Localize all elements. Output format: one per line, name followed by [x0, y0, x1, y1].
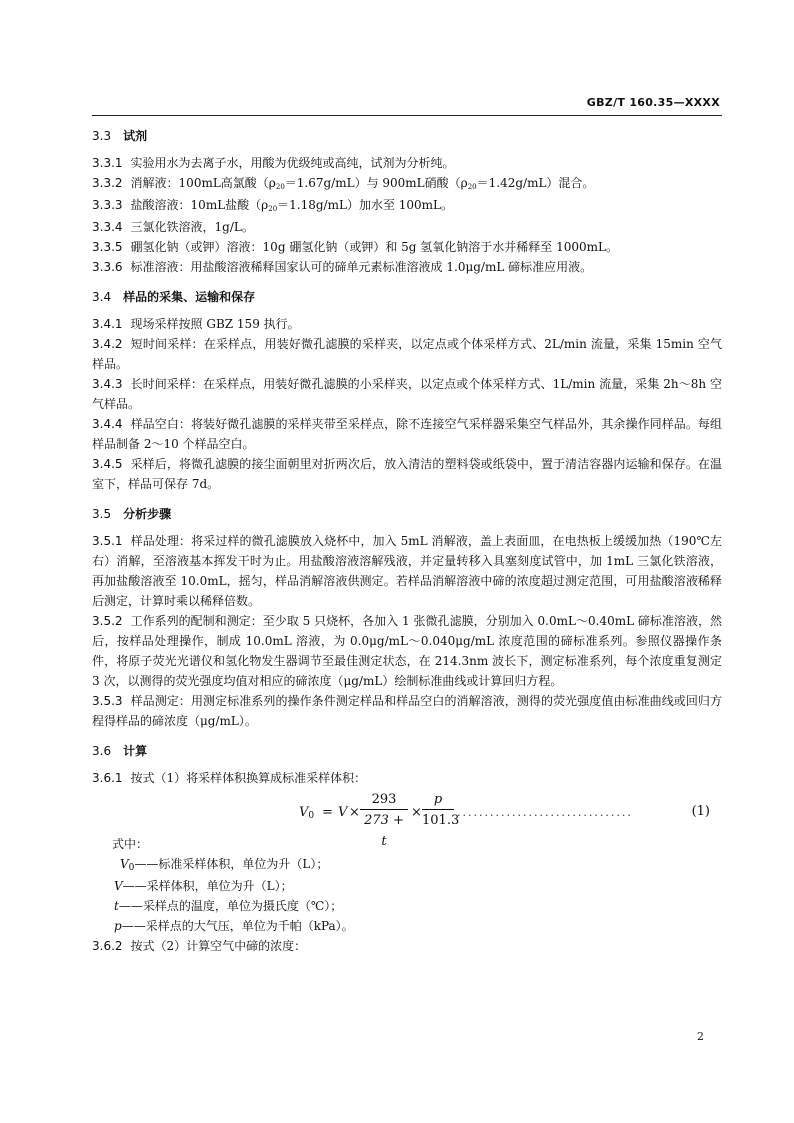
page-number: 2	[697, 1030, 704, 1043]
definition-v0: V0——标准采样体积，单位为升（L）；	[120, 857, 329, 873]
clause-3-3-1: 3.3.1 实验用水为去离子水，用酸为优级纯或高纯，试剂为分析纯。	[92, 156, 455, 170]
section-heading-3-5: 3.5 分析步骤	[92, 507, 172, 521]
section-heading-3-3: 3.3 试剂	[92, 129, 148, 143]
clause-3-3-5: 3.3.5 硼氢化钠（或钾）溶液：10g 硼氢化钠（或钾）和 5g 氢氧化钠溶于水并稀释至 1000mL。	[92, 240, 618, 254]
formula-fraction-temp: $\frac{293}{273 + t}$	[360, 790, 408, 852]
formula-times-2: ×	[411, 805, 422, 820]
clause-3-4-2: 3.4.2 短时间采样：在采样点，用装好微孔滤膜的采样夹，以定点或个体采样方式、2L/min 流量，采集 15min 空气样品。	[92, 337, 722, 371]
document-code: GBZ/T 160.35—XXXX	[586, 96, 720, 109]
clause-3-5-1: 3.5.1 样品处理：将采过样的微孔滤膜放入烧杯中，加入 5mL 消解液，盖上表面皿，在电热板上缓缓加热（190℃左右）消解，至溶液基本挥发干时为止。用盐酸溶液溶解残液，并定量转移入具塞刻度试管中，加 1mL 三氯化铁溶液，再加盐酸溶液至 10.0mL，摇匀，样品消解溶液供测定。若样品消解溶液中碲的浓度超过测定范围，可用盐酸溶液稀释后测定，计算时乘以稀释倍数。	[92, 534, 722, 608]
clause-3-3-6: 3.3.6 标准溶液：用盐酸溶液稀释国家认可的碲单元素标准溶液成 1.0μg/mL 碲标准应用液。	[92, 260, 593, 274]
header-rule	[92, 115, 722, 116]
clause-3-3-4: 3.3.4 三氯化铁溶液，1g/L。	[92, 220, 254, 234]
formula-v: V	[338, 805, 348, 820]
section-heading-3-4: 3.4 样品的采集、运输和保存	[92, 290, 256, 304]
where-label: 式中：	[112, 837, 149, 851]
clause-3-4-5: 3.4.5 采样后，将微孔滤膜的接尘面朝里对折两次后，放入清洁的塑料袋或纸袋中，置于清洁容器内运输和保存。在温室下，样品可保存 7d。	[92, 457, 722, 491]
document-body	[92, 120, 722, 956]
clause-3-3-2: 3.3.2 消解液：100mL高氯酸（ρ20＝1.67g/mL）与 900mL硝酸（ρ20＝1.42g/mL）混合。	[92, 176, 595, 191]
clause-3-6-2: 3.6.2 按式（2）计算空气中碲的浓度：	[92, 939, 307, 953]
formula-leader-dots: ................................	[457, 806, 633, 819]
clause-3-5-2: 3.5.2 工作系列的配制和测定：至少取 5 只烧杯，各加入 1 张微孔滤膜，分别加入 0.0mL～0.40mL 碲标准溶液，然后，按样品处理操作，制成 10.0mL 溶液，为 0.0μg/mL～0.040μg/mL 浓度范围的碲标准系列。参照仪器操作条件，将原子荧光光谱仪和氢化物发生器调节至最佳测定状态，在 214.3nm 波长下，测定标准系列，每个浓度重复测定 3 次，以测得的荧光强度均值对相应的碲浓度（μg/mL）绘制标准曲线或计算回归方程。	[92, 614, 722, 688]
formula-lhs: V0	[299, 805, 315, 821]
formula-number: (1)	[691, 804, 710, 819]
formula-times-1: ×	[349, 805, 360, 820]
section-heading-3-6: 3.6 计算	[92, 744, 148, 758]
clause-3-6-1: 3.6.1 按式（1）将采样体积换算成标准采样体积：	[92, 771, 367, 785]
clause-3-5-3: 3.5.3 样品测定：用测定标准系列的操作条件测定样品和样品空白的消解溶液，测得的荧光强度值由标准曲线或回归方程得样品的碲浓度（μg/mL）。	[92, 694, 722, 728]
clause-3-3-3: 3.3.3 盐酸溶液：10mL盐酸（ρ20＝1.18g/mL）加水至 100mL。	[92, 198, 454, 213]
formula-fraction-pressure: $\frac{p}{101.3}$	[422, 792, 460, 828]
definition-t: t——采样点的温度，单位为摄氏度（℃）；	[114, 899, 343, 913]
clause-3-4-1: 3.4.1 现场采样按照 GBZ 159 执行。	[92, 317, 300, 331]
definition-v: V——采样体积，单位为升（L）；	[114, 879, 293, 893]
clause-3-4-3: 3.4.3 长时间采样：在采样点，用装好微孔滤膜的小采样夹，以定点或个体采样方式、1L/min 流量，采集 2h～8h 空气样品。	[92, 377, 722, 411]
clause-3-4-4: 3.4.4 样品空白：将装好微孔滤膜的采样夹带至采样点，除不连接空气采样器采集空气样品外，其余操作同样品。每组样品制备 2～10 个样品空白。	[92, 417, 722, 451]
formula-equals: =	[322, 805, 333, 820]
definition-p: p——采样点的大气压，单位为千帕（kPa）。	[114, 919, 354, 933]
